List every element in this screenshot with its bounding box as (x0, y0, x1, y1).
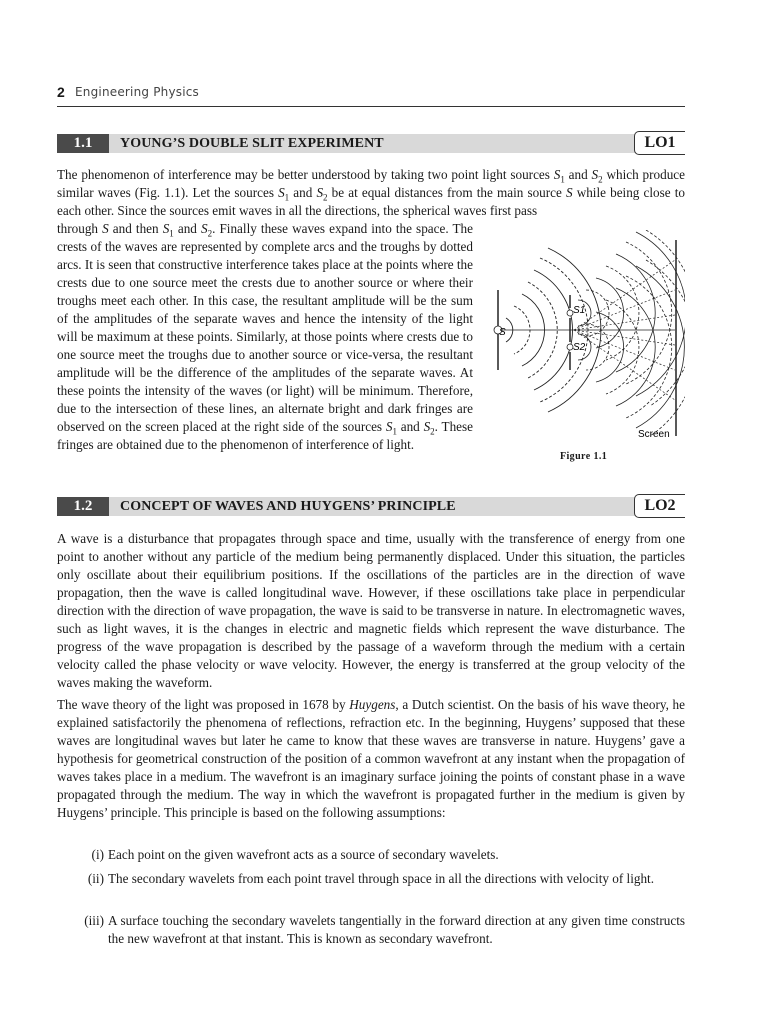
learning-objective-badge: LO1 (634, 131, 685, 155)
page-number: 2 (57, 84, 65, 100)
double-slit-figure (490, 230, 685, 442)
list-item-text: A surface touching the secondary wavelets tangentially in the forward direction at any given time constructs the new wavefront at that instant. This is known as secondary wavefront. (108, 913, 685, 946)
list-item-number: (iii) (84, 913, 104, 928)
para2-italic-name: Huygens (349, 697, 396, 712)
section1-intro-paragraph: The phenomenon of interference may be better understood by taking two point light sources $S_1$ and $S_2$ which produce similar waves (Fig. 1.1). Let the sources $S_1$ and $S_2$ be at equal distances from the main source S while being close to each other. Since the sources emit waves in all the directions, the spherical waves first pass (57, 167, 686, 218)
section2-paragraph-2 (57, 696, 685, 822)
list-item-text: Each point on the given wavefront acts as a source of secondary wavelets. (108, 847, 499, 862)
section-heading-1-1 (57, 134, 685, 153)
label-s1: S1 (573, 305, 586, 316)
list-item-number: (i) (91, 847, 104, 862)
s2-wave-arcs (578, 260, 685, 436)
section2-paragraph-1: A wave is a disturbance that propagates through space and time, usually with the transference of energy from one point to another without any particle of the medium being permanently displaced. Under this situation, the particles only oscillate about their equilibrium positions. If the oscillations of the particles are in the direction of wave propagation, then the wave is called longitudinal wave. However, if these oscillations take place in perpendicular direction with the direction of wave propagation, the wave is said to be transverse in nature. In electromagnetic waves, such as light waves, it is the changes in electric and magnetic fields which represent the wave disturbance. The progress of the wave propagation is described by the passage of a waveform through the medium with a certain velocity called the phase velocity or wave velocity. However, the energy is transferred at the group velocity of the waves making the waveform. (57, 531, 685, 690)
running-title: Engineering Physics (75, 85, 199, 99)
section-heading-1-2 (57, 497, 685, 516)
page-header (57, 84, 685, 107)
label-screen: Screen (638, 429, 670, 440)
section-number: 1.2 (57, 497, 109, 516)
list-item-number: (ii) (87, 871, 104, 886)
para2-text-start: The wave theory of the light was proposed in 1678 by (57, 697, 350, 712)
section1-narrow-paragraph: through S and then $S_1$ and $S_2$. Finally these waves expand into the space. The crests of the waves are represented by complete arcs and the troughs by dotted arcs. It is seen that constructive interference takes place at the points where the crests due to one source meet the crests due to another source or where their troughs meet each other. In this case, the resultant amplitude will be the sum of the amplitudes of the separate waves and hence the intensity of the light will be maximum at these points. Similarly, at those points where crests due to one source meet the troughs due to another source or vice-versa, the resultant amplitude will be the difference of the amplitudes of the separate waves. At these points the intensity of the waves (or light) will be minimum. Therefore, due to the intersection of these lines, an alternate bright and dark fringes are observed on the screen placed at the right side of the sources $S_1$ and $S_2$. These fringes are obtained due to the phenomenon of interference of light. (57, 221, 474, 452)
section-title: YOUNG’S DOUBLE SLIT EXPERIMENT (120, 136, 384, 151)
section-title: CONCEPT OF WAVES AND HUYGENS’ PRINCIPLE (120, 499, 456, 514)
para2-text-end: , a Dutch scientist. On the basis of his wave theory, he explained satisfactorily the phenomena of reflections, refraction etc. In the beginning, Huygens’ supposed that these waves are longitudinal waves but later he came to know that these waves are transverse in nature. Huygens’ gave a hypothesis for geometrical construction of the position of a common wavefront at any instant when the propagation of waves takes place in a medium. The wavefront is an imaginary surface joining the points of constant phase in a wave propagated through the medium. The way in which the wavefront is propagated further in the medium is given by Huygens’ principle. This principle is based on the following assumptions: (57, 697, 685, 820)
learning-objective-badge: LO2 (634, 494, 685, 518)
s1-wave-arcs (578, 230, 685, 406)
section-number: 1.1 (57, 134, 109, 153)
label-s2: S2 (573, 342, 586, 353)
figure-caption: Figure 1.1 (560, 451, 608, 462)
list-item-text: The secondary wavelets from each point travel through space in all the directions with velocity of light. (108, 871, 655, 886)
label-s: S (499, 327, 506, 338)
